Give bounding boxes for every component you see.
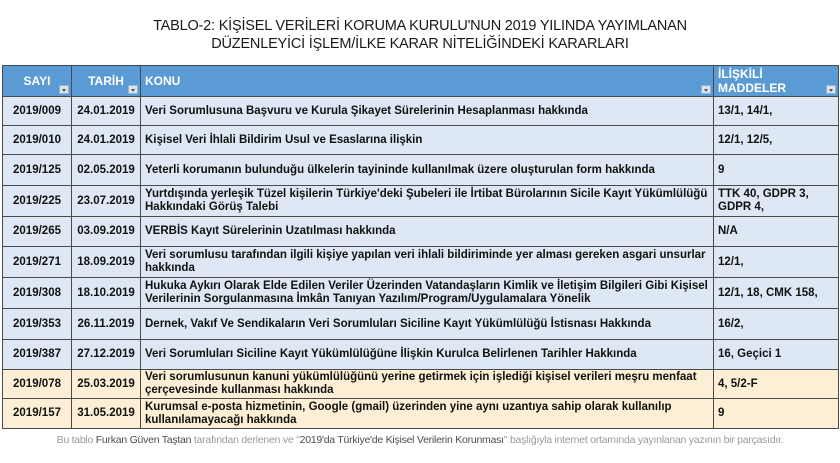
cell-konu: Veri Sorumlusuna Başvuru ve Kurula Şikayet Sürelerinin Hesaplanması hakkında — [141, 97, 714, 126]
cell-tarih: 18.10.2019 — [72, 278, 141, 309]
filter-dropdown-icon[interactable] — [826, 85, 836, 94]
cell-konu: Yeterli korumanın bulunduğu ülkelerin tayininde kullanılmak üzere oluşturulan form hakkında — [141, 155, 714, 186]
cell-konu: Kurumsal e-posta hizmetinin, Google (gmail) üzerinden yine aynı uzantıya sahip olarak kullanılıp kullanılamayacağı hakkında — [141, 399, 714, 429]
source-note-text-2: tarafından derlenen ve " — [191, 434, 300, 446]
table-row — [3, 247, 839, 278]
column-header-tarih-label: TARİH — [88, 74, 124, 88]
cell-sayi: 2019/125 — [3, 155, 72, 186]
table-row — [3, 186, 839, 217]
cell-tarih: 24.01.2019 — [72, 97, 141, 126]
cell-tarih: 02.05.2019 — [72, 155, 141, 186]
cell-konu: Veri sorumlusunun kanuni yükümlülüğünü yerine getirmek için işlediği kişisel verileri meşru menfaat çerçevesinde kullanması hakkında — [141, 370, 714, 399]
table-row — [3, 370, 839, 399]
cell-maddeler: 9 — [714, 399, 839, 429]
cell-sayi: 2019/353 — [3, 309, 72, 340]
table-row — [3, 97, 839, 126]
cell-konu: Veri sorumlusu tarafından ilgili kişiye yapılan veri ihlali bildiriminde yer alması gereken asgari unsurlar hakkında — [141, 247, 714, 278]
cell-sayi: 2019/157 — [3, 399, 72, 429]
header-row — [3, 66, 839, 97]
column-header-tarih — [72, 66, 141, 97]
table-row — [3, 309, 839, 340]
cell-konu: Kişisel Veri İhlali Bildirim Usul ve Esaslarına ilişkin — [141, 126, 714, 155]
cell-tarih: 18.09.2019 — [72, 247, 141, 278]
cell-maddeler: 13/1, 14/1, — [714, 97, 839, 126]
filter-dropdown-icon[interactable] — [701, 85, 711, 94]
cell-sayi: 2019/225 — [3, 186, 72, 217]
cell-tarih: 26.11.2019 — [72, 309, 141, 340]
cell-sayi: 2019/271 — [3, 247, 72, 278]
column-header-sayi — [3, 66, 72, 97]
column-header-maddeler-line1: İLİŞKİLİ — [718, 67, 763, 81]
cell-sayi: 2019/265 — [3, 217, 72, 247]
author-name: Furkan Güven Taştan — [95, 434, 192, 446]
cell-maddeler: 12/1, 12/5, — [714, 126, 839, 155]
source-note-text-1: Bu tablo — [56, 434, 96, 446]
column-header-sayi-label: SAYI — [23, 74, 51, 88]
cell-sayi: 2019/009 — [3, 97, 72, 126]
cell-maddeler: 16, Geçici 1 — [714, 340, 839, 370]
table-row — [3, 278, 839, 309]
table-row — [3, 340, 839, 370]
source-note — [0, 434, 840, 446]
cell-tarih: 23.07.2019 — [72, 186, 141, 217]
column-header-konu-label: KONU — [145, 74, 181, 88]
cell-maddeler: 4, 5/2-F — [714, 370, 839, 399]
table-row — [3, 399, 839, 429]
source-note-text-3: " başlığıyla internet ortamında yayınlanan yazının bir parçasıdır. — [503, 434, 784, 446]
table-row — [3, 155, 839, 186]
cell-konu: Yurtdışında yerleşik Tüzel kişilerin Türkiye'deki Şubeleri ile İrtibat Bürolarının Sicile Kayıt Yükümlülüğü Hakkındaki Görüş Talebi — [141, 186, 714, 217]
cell-maddeler: N/A — [714, 217, 839, 247]
cell-sayi: 2019/078 — [3, 370, 72, 399]
cell-maddeler: TTK 40, GDPR 3, GDPR 4, — [714, 186, 839, 217]
column-header-maddeler-line2: MADDELER — [718, 81, 786, 95]
column-header-konu — [141, 66, 714, 97]
cell-konu: VERBİS Kayıt Sürelerinin Uzatılması hakkında — [141, 217, 714, 247]
filter-dropdown-icon[interactable] — [128, 85, 138, 94]
title-line-1: TABLO-2: KİŞİSEL VERİLERİ KORUMA KURULU'NUN 2019 YILINDA YAYIMLANAN — [153, 18, 687, 34]
cell-sayi: 2019/308 — [3, 278, 72, 309]
cell-sayi: 2019/010 — [3, 126, 72, 155]
column-header-maddeler — [714, 66, 839, 97]
cell-konu: Dernek, Vakıf Ve Sendikaların Veri Sorumluları Siciline Kayıt Yükümlülüğü İstisnası Hakkında — [141, 309, 714, 340]
cell-konu: Hukuka Aykırı Olarak Elde Edilen Veriler Üzerinden Vatandaşların Kimlik ve İletişim Bilgileri Gibi Kişisel Verilerinin Sorgulanmasına İmkân Tanıyan Yazılım/Program/Uygulamalara Yönelik — [141, 278, 714, 309]
filter-dropdown-icon[interactable] — [59, 85, 69, 94]
cell-sayi: 2019/387 — [3, 340, 72, 370]
cell-tarih: 03.09.2019 — [72, 217, 141, 247]
cell-konu: Veri Sorumluları Siciline Kayıt Yükümlülüğüne İlişkin Kurulca Belirlenen Tarihler Hakkında — [141, 340, 714, 370]
cell-maddeler: 12/1, — [714, 247, 839, 278]
cell-maddeler: 9 — [714, 155, 839, 186]
cell-tarih: 27.12.2019 — [72, 340, 141, 370]
article-title: 2019'da Türkiye'de Kişisel Verilerin Korunması — [299, 434, 504, 446]
table-title — [0, 17, 840, 53]
table-row — [3, 126, 839, 155]
cell-maddeler: 16/2, — [714, 309, 839, 340]
cell-tarih: 25.03.2019 — [72, 370, 141, 399]
cell-tarih: 31.05.2019 — [72, 399, 141, 429]
decisions-table — [2, 65, 839, 429]
title-line-2: DÜZENLEYİCİ İŞLEM/İLKE KARAR NİTELİĞİNDEKİ KARARLARI — [211, 36, 629, 52]
cell-tarih: 24.01.2019 — [72, 126, 141, 155]
cell-maddeler: 12/1, 18, CMK 158, — [714, 278, 839, 309]
table-row — [3, 217, 839, 247]
